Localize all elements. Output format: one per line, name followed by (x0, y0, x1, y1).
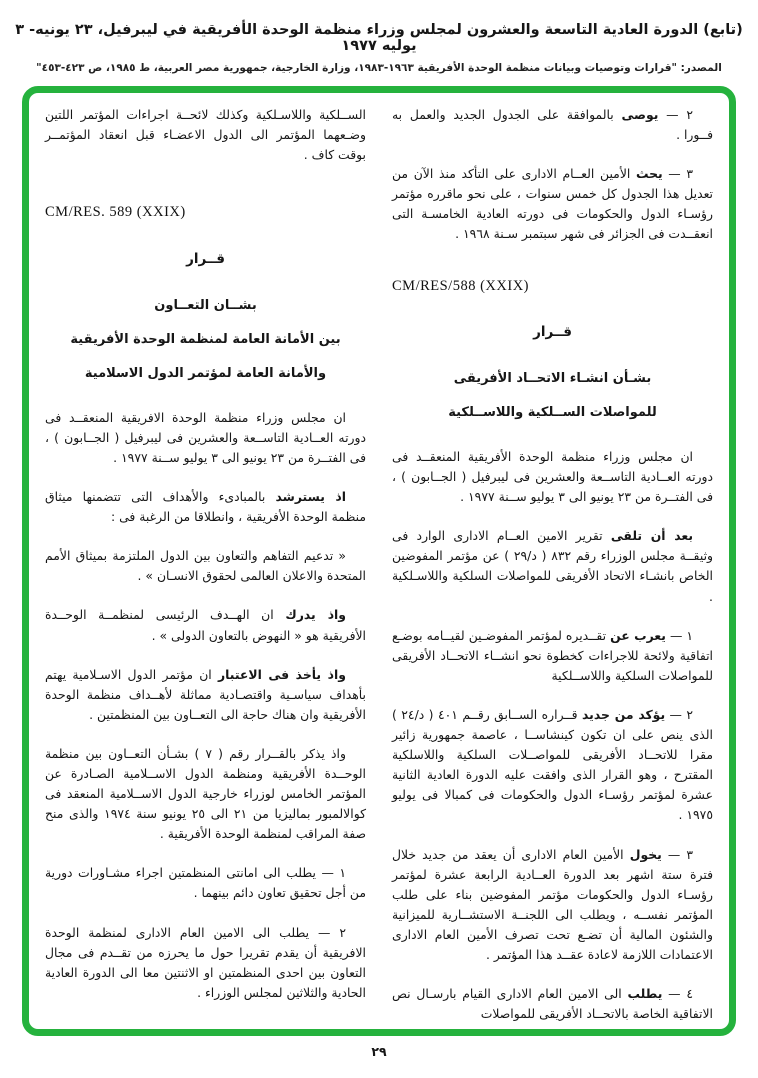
clause-number: ٢ — (309, 924, 346, 940)
operative-clause-2 (45, 923, 366, 1003)
clause-text: واذ يذكر بالقــرار رقم ( ٧ ) بشـأن التعــاون بين منظمة الوحــدة الأفريقية ومنظمة الدول الاســلامية الصـادرة عن المؤتمر الخامس لوزراء خارجية الدول الاســلامية المنعقد فى كوالالمبور بماليزيا من ٢١ الى ٢٥ يونيو سنة ١٩٧٤ والذى منح صفة المراقب لمنظمة الوحدة الأفريقية . (45, 745, 366, 842)
clause-text: تقــديره لمؤتمر المفوضـين لقيــامه بوضـع اتفاقية ولائحة للاجراءات كخطوة نحو انشــاء الاتحــاد الأفريقى للمواصلات السلكية واللاســلكية (392, 627, 713, 683)
resolution-subject-line3: والأمانة العامة لمؤتمر الدول الاسلامية (84, 365, 327, 381)
clause-text: قــراره الســابق رقــم ٤٠١ ( د/٢٤ ) الذى ينص على ان تكون كينشاســا ، عاصمة جمهورية زائير مقرا للاتحــاد الأفريقى للمواصــلات السلكية واللاسلكية المقترح ، وهو القرار الذى وافقت عليه الدورة العادية الثانية عشرة لمؤتمر رؤسـاء الدول والحكومات فى كمبالا فى يوليو ١٩٧٥ . (392, 706, 713, 823)
operative-clause-1 (392, 626, 713, 686)
clause-text: بالمبادىء والأهداف التى تتضمنها ميثاق منظمة الوحدة الأفريقية ، وانطلاقا من الرغبة فى : (45, 489, 366, 525)
right-column (392, 105, 714, 1022)
clause-text: ان مؤتمر الدول الاسـلامية يهتم بأهداف سياسـية واقتصـادية مماثلة لأهــداف منظمة الوحدة الأفريقية وان هناك حاجة الى التعــاون بين المنظمتين . (45, 666, 366, 722)
resolution-title: قــرار (186, 250, 225, 267)
clause-text: « تدعيم التفاهم والتعاون بين الدول الملتزمة بميثاق الأمم المتحدة والاعلان العالمى لحقوق الانسـان » . (45, 548, 366, 584)
green-frame (22, 86, 736, 1036)
clause-lead: اذ يسترشد (275, 489, 346, 505)
clause-lead: يطلب (627, 986, 663, 1002)
clause-lead: يعرب عن (610, 627, 666, 643)
clause-number: ٢ — (665, 706, 693, 722)
clause-number: ٣ — (662, 166, 693, 182)
operative-clause-3 (392, 845, 713, 966)
clause-number: ٣ — (661, 846, 693, 862)
clause-lead: واذ يأخذ فى الاعتبار (217, 666, 346, 682)
resolution-title: قــرار (533, 324, 572, 341)
clause-text: تقرير الامين العــام الادارى الوارد فى وثيقــة مجلس الوزراء رقم ٨٣٢ ( د/٢٩ ) عن مؤتمر المفوضين الخاص بانشـاء الاتحاد الأفريقى للمواصلات السلكية واللاسـلكية . (392, 528, 714, 604)
res588-clause-2 (392, 105, 713, 145)
clause-text: ان مجلس وزراء منظمة الوحدة الأفريقية المنعقــد فى دورته العــادية التاســعة والعشرين فى ليبرفيل ( الجــابون ) ، فى الفتــرة من ٢٣ يونيو الى ٣ يوليو ســنة ١٩٧٧ . (392, 449, 713, 505)
preamble-recalling (45, 744, 366, 844)
session-title: (تابع) الدورة العادية التاسعة والعشرون لمجلس وزراء منظمة الوحدة الأفريقية في ليبرفيل، ٢٣ يونيه- ٣ يوليه ١٩٧٧ (15, 22, 743, 54)
preamble-report (392, 526, 713, 606)
page-number: ٢٩ (371, 1044, 387, 1059)
clause-number: ٤ — (662, 986, 693, 1002)
clause-text: بالموافقة على الجدول الجديد والعمل به فــورا . (392, 107, 713, 143)
resolution-subject-line2: للمواصلات الســلكية واللاســلكية (448, 404, 657, 420)
clause-text: ان مجلس وزراء منظمة الوحدة الافريقية المنعقــد فى دورته العــادية التاســعة والعشرين فى ليبرفيل ( الجــابون ) ، فى الفتــرة من ٢٣ يونيو الى ٣ يوليو ســنة ١٩٧٧ . (45, 409, 366, 465)
clause-text: الأمين العام الادارى أن يعقد من جديد خلال فترة ستة اشهر بعد الدورة العــادية الرابعة عشرة لمؤتمر رؤسـاء الدول والحكومات مؤتمر المفوضين بناء على طلب المؤتمر نفســه ، ويطلب الى اللجنــة الاستشــارية للميزانية والشئون المالية أن تضـع تحت تصرف الأمين العام الادارى الاعتمادات اللازمة لاعادة عقــد هذا المؤتمر . (392, 846, 713, 962)
clause-text: ان الهــدف الرئيسى لمنظمــة الوحــدة الأفريقية هو « النهوض بالتعاون الدولى » . (45, 607, 366, 643)
clause-text: الأمين العــام الادارى على التأكد منذ الآن من تعديل هذا الجدول كل خمس سنوات ، على نحو ماقرره مؤتمر رؤسـاء الدول والحكومات فى دورته العادية الخامسـة التى انعقــدت فى الجزائر فى شهر سبتمبر سـنة ١٩٦٨ . (392, 166, 713, 242)
clause-lead: يخول (629, 846, 662, 862)
clause-lead: بعد أن تلقى (610, 528, 694, 544)
preamble-council (45, 408, 366, 468)
preamble-quote (45, 546, 366, 586)
two-column-layout (45, 105, 714, 1022)
preamble-council (392, 447, 713, 507)
preamble-considering (45, 665, 366, 725)
operative-clause-1 (45, 863, 366, 903)
clause-text: يطلب الى الامين العام الادارى لمنظمة الوحدة الافريقية أن يقدم تقريرا حول ما يحرزه من تقــدم فى مجال التعاون بين احدى المنظمتين او الاثنتين معا الى الدورة العادية الحادية والثلاثين لمجلس الوزراء . (45, 924, 366, 1000)
left-column (45, 105, 366, 1017)
resolution-subject-line1: بشـأن انشـاء الاتحــاد الأفريقى (453, 370, 652, 386)
source-citation: المصدر: "قرارات وتوصيات وبيانات منظمة الوحدة الأفريقية ١٩٦٣-١٩٨٣، وزارة الخارجية، جمهورية مصر العربية، ط ١٩٨٥، ص ٤٢٣-٤٥٣" (36, 62, 722, 74)
clause-lead: واذ يدرك (285, 607, 347, 623)
clause-text: الســلكية واللاسـلكية وكذلك لائحــة اجراءات المؤتمر اللتين وضـعهما المؤتمر الى الدول الاعضـاء قبل انعقاد المؤتمــر بوقت كاف . (45, 107, 366, 163)
operative-clause-4 (392, 984, 713, 1024)
resolution-number-589: CM/RES. 589 (XXIX) (45, 204, 186, 221)
resolution-subject-line1: بشــان التعــاون (154, 297, 257, 313)
res588-clause-3 (392, 164, 713, 244)
clause-lead: يوصى (621, 107, 659, 122)
clause-lead: يحث (635, 166, 663, 182)
clause-number: ١ — (315, 865, 346, 881)
continuation-paragraph (45, 105, 366, 165)
clause-text: الى الامين العام الادارى القيام بارسـال نص الاتفاقية الخاصة بالاتحــاد الأفريقى للمواصلات (392, 986, 713, 1022)
clause-number: ٢ — (658, 107, 693, 122)
preamble-aware (45, 605, 366, 645)
resolution-number-588: CM/RES/588 (XXIX) (392, 277, 529, 294)
document-header (0, 0, 758, 74)
clause-text: يطلب الى امانتى المنظمتين اجراء مشـاورات دورية من أجل تحقيق تعاون دائم بينهما . (45, 865, 366, 901)
clause-lead: يؤكد من جديد (582, 706, 666, 722)
resolution-subject-line2: بين الأمانة العامة لمنظمة الوحدة الأفريقية (70, 331, 341, 347)
preamble-guided (45, 487, 366, 527)
operative-clause-2 (392, 705, 713, 826)
clause-number: ١ — (665, 627, 694, 643)
